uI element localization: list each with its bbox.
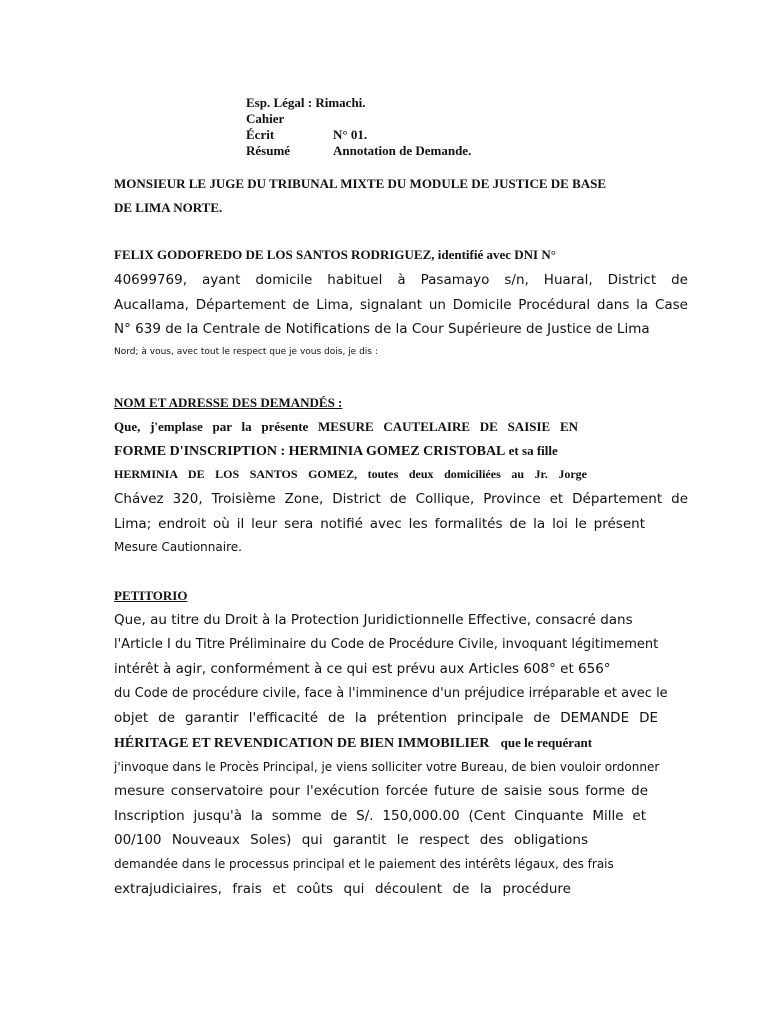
defendants-line: HERMINIA DE LOS SANTOS GOMEZ, toutes deux domiciliées au Jr. Jorge	[114, 467, 587, 481]
header-row	[246, 143, 471, 159]
petitorio-line: extrajudiciaires, frais et coûts qui découlent de la procédure	[114, 881, 571, 897]
petitorio-line	[114, 735, 688, 752]
defendants-line: Mesure Cautionnaire.	[114, 540, 242, 554]
defendants-line: Que, j'emplase par la présente MESURE CAUTELAIRE DE SAISIE EN	[114, 419, 578, 434]
defendants-text: et sa fille	[508, 443, 558, 458]
petitorio-line: Que, au titre du Droit à la Protection Juridictionnelle Effective, consacré dans	[114, 612, 633, 628]
plaintiff-line: 40699769, ayant domicile habituel à Pasamayo s/n, Huaral, District de	[114, 272, 688, 288]
addressee-line: MONSIEUR LE JUGE DU TRIBUNAL MIXTE DU MODULE DE JUSTICE DE BASE	[114, 176, 607, 191]
petitorio-line: du Code de procédure civile, face à l'imminence d'un préjudice irréparable et avec le	[114, 686, 668, 701]
plaintiff-name-line: FELIX GODOFREDO DE LOS SANTOS RODRIGUEZ, identifié avec DNI N°	[114, 247, 556, 262]
header-row	[246, 127, 471, 143]
defendants-heading: NOM ET ADRESSE DES DEMANDÉS :	[114, 395, 343, 410]
header-key: Cahier	[246, 111, 285, 126]
defendants-line: Chávez 320, Troisième Zone, District de Collique, Province et Département de	[114, 491, 688, 507]
addressee-line: DE LIMA NORTE.	[114, 200, 223, 215]
header-key: Esp. Légal : Rimachi.	[246, 95, 366, 110]
petitorio-line: mesure conservatoire pour l'exécution forcée future de saisie sous forme de	[114, 783, 648, 799]
case-header	[246, 95, 471, 159]
section-heading	[114, 395, 688, 411]
claim-title: HÉRITAGE ET REVENDICATION DE BIEN IMMOBILIER	[114, 736, 490, 751]
petitorio-heading: PETITORIO	[114, 588, 188, 603]
header-row	[246, 111, 471, 127]
section-heading	[114, 588, 688, 604]
petitorio-line: l'Article I du Titre Préliminaire du Code de Procédure Civile, invoquant légitimement	[114, 637, 659, 652]
petitorio-line: Inscription jusqu'à la somme de S/. 150,000.00 (Cent Cinquante Mille et	[114, 808, 646, 824]
header-value: Annotation de Demande.	[333, 143, 472, 158]
petitorio-line: j'invoque dans le Procès Principal, je viens solliciter votre Bureau, de bien vouloir ordonner	[114, 760, 660, 774]
plaintiff-line: N° 639 de la Centrale de Notifications de la Cour Supérieure de Justice de Lima	[114, 321, 650, 337]
header-key: Écrit	[246, 127, 275, 142]
header-row	[246, 95, 471, 111]
petitorio-line: demandée dans le processus principal et le paiement des intérêts légaux, des frais	[114, 857, 614, 871]
petitorio-line: 00/100 Nouveaux Soles) qui garantit le respect des obligations	[114, 832, 588, 848]
petitorio-line: intérêt à agir, conformément à ce qui est prévu aux Articles 608° et 656°	[114, 661, 611, 677]
defendant-name: FORME D'INSCRIPTION : HERMINIA GOMEZ CRISTOBAL	[114, 444, 506, 459]
header-value: N° 01.	[333, 127, 368, 142]
petitorio-text: que le requérant	[500, 735, 593, 750]
plaintiff-line: Aucallama, Département de Lima, signalant un Domicile Procédural dans la Case	[114, 297, 688, 313]
plaintiff-line: Nord; à vous, avec tout le respect que je vous dois, je dis :	[114, 347, 378, 357]
defendants-line	[114, 443, 688, 460]
header-key: Résumé	[246, 143, 291, 158]
defendants-line: Lima; endroit où il leur sera notifié avec les formalités de la loi le présent	[114, 516, 645, 532]
petitorio-line: objet de garantir l'efficacité de la prétention principale de DEMANDE DE	[114, 710, 658, 726]
